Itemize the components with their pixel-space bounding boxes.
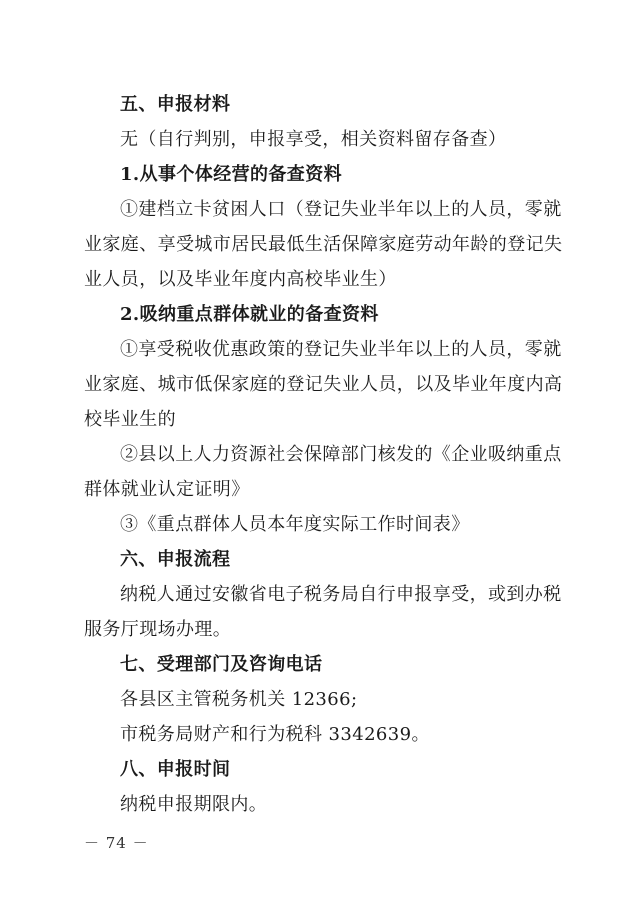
paragraph-line: ②县以上人力资源社会保障部门核发的《企业吸纳重点 [120,444,562,465]
section-heading-materials: 五、申报材料 [120,94,231,115]
section-heading-time: 八、申报时间 [120,759,231,780]
paragraph-line: 纳税人通过安徽省电子税务局自行申报享受，或到办税 [120,584,562,605]
contact-line: 各县区主管税务机关 12366; [120,689,358,710]
section-heading-departments: 七、受理部门及咨询电话 [120,654,323,675]
paragraph-line: 业家庭、享受城市居民最低生活保障家庭劳动年龄的登记失 [84,234,563,255]
paragraph-line: 群体就业认定证明》 [84,479,250,500]
paragraph-line: ①享受税收优惠政策的登记失业半年以上的人员，零就 [120,339,562,360]
page-number: － 74 － [84,834,149,852]
paragraph-line: 业家庭、城市低保家庭的登记失业人员，以及毕业年度内高 [84,374,563,395]
paragraph-line: ③《重点群体人员本年度实际工作时间表》 [120,514,470,535]
paragraph-line: 无（自行判别，申报享受，相关资料留存备查） [120,129,507,150]
paragraph-line: ①建档立卡贫困人口（登记失业半年以上的人员，零就 [120,199,562,220]
paragraph-line: 纳税申报期限内。 [120,794,268,815]
subheading-individual-business: 1.从事个体经营的备查资料 [120,164,342,185]
section-heading-process: 六、申报流程 [120,549,231,570]
contact-line: 市税务局财产和行为税科 3342639。 [120,724,430,745]
subheading-key-groups: 2.吸纳重点群体就业的备查资料 [120,304,379,325]
paragraph-line: 业人员，以及毕业年度内高校毕业生） [84,269,397,290]
paragraph-line: 服务厅现场办理。 [84,619,232,640]
paragraph-line: 校毕业生的 [84,409,176,430]
